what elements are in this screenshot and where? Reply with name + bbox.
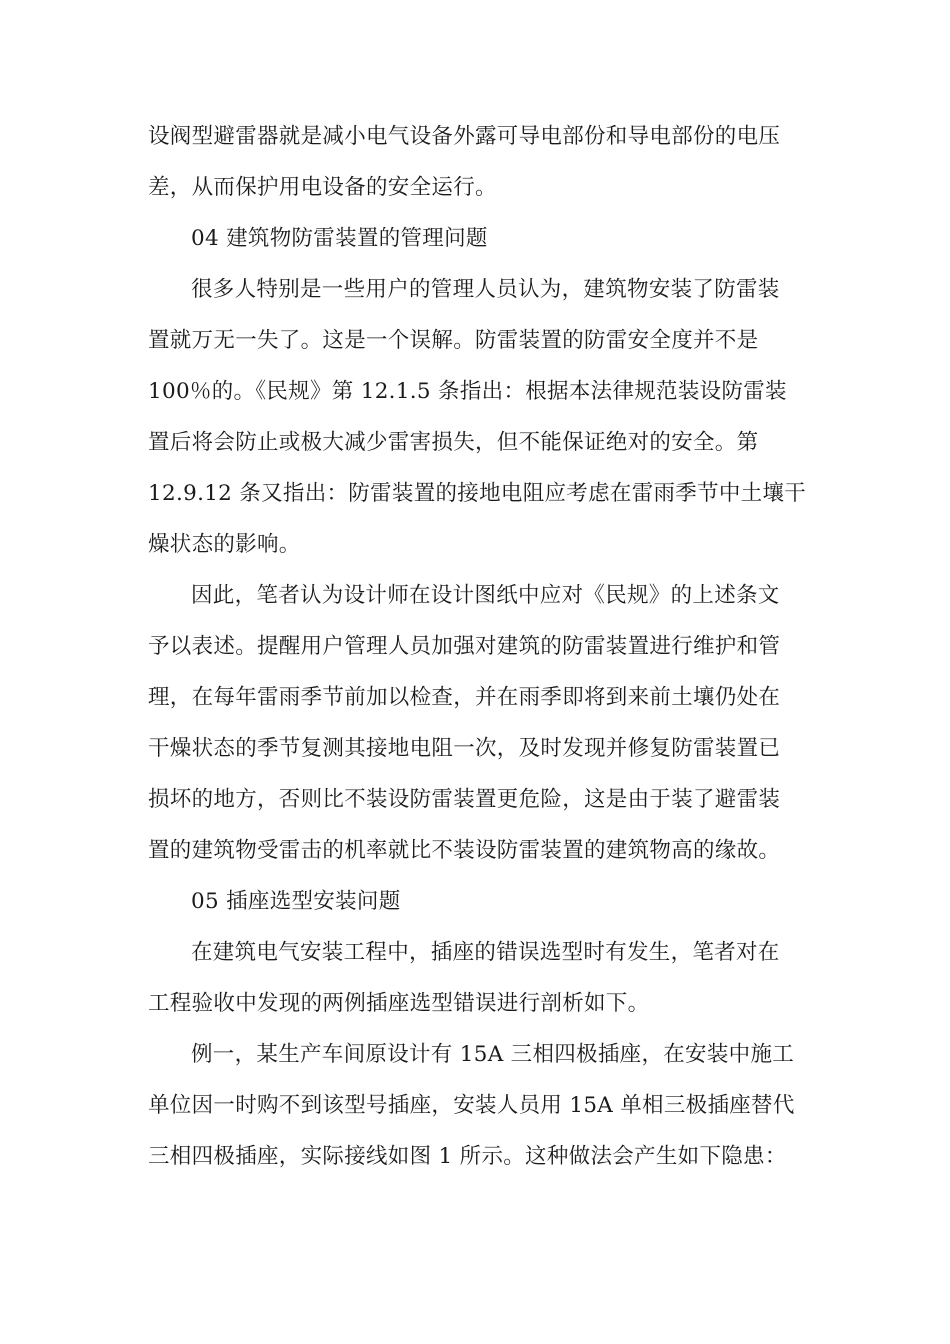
text-line: 在建筑电气安装工程中，插座的错误选型时有发生，笔者对在: [191, 940, 780, 965]
text-line: 置就万无一失了。这是一个误解。防雷装置的防雷安全度并不是: [148, 328, 759, 353]
text-line: 置的建筑物受雷击的机率就比不装设防雷装置的建筑物高的缘故。: [148, 838, 781, 863]
text-line: 损坏的地方，否则比不装设防雷装置更危险，这是由于装了避雷装: [148, 787, 781, 812]
text-line: 干燥状态的季节复测其接地电阻一次，及时发现并修复防雷装置已: [148, 736, 781, 761]
text-line: 例一，某生产车间原设计有 15A 三相四极插座，在安装中施工: [191, 1042, 795, 1067]
text-line: 燥状态的影响。: [148, 532, 301, 557]
text-line: 差，从而保护用电设备的安全运行。: [148, 175, 497, 200]
text-line: 予以表述。提醒用户管理人员加强对建筑的防雷装置进行维护和管: [148, 634, 781, 659]
section-heading-04: 04 建筑物防雷装置的管理问题: [191, 226, 488, 251]
text-line: 单位因一时购不到该型号插座，安装人员用 15A 单相三极插座替代: [148, 1093, 795, 1118]
body-text: [148, 111, 808, 1182]
text-line: 设阀型避雷器就是减小电气设备外露可导电部份和导电部份的电压: [148, 124, 781, 149]
text-line: 因此，笔者认为设计师在设计图纸中应对《民规》的上述条文: [191, 583, 780, 608]
text-line: 三相四极插座，实际接线如图 1 所示。这种做法会产生如下隐患：: [148, 1144, 787, 1169]
text-line: 工程验收中发现的两例插座选型错误进行剖析如下。: [148, 991, 650, 1016]
text-line: 12.9.12 条又指出：防雷装置的接地电阻应考虑在雷雨季节中土壤干: [148, 481, 807, 506]
text-line: 很多人特别是一些用户的管理人员认为，建筑物安装了防雷装: [191, 277, 780, 302]
section-heading-05: 05 插座选型安装问题: [191, 889, 401, 914]
text-line: 置后将会防止或极大减少雷害损失，但不能保证绝对的安全。第: [148, 430, 759, 455]
text-line: 理，在每年雷雨季节前加以检查，并在雨季即将到来前土壤仍处在: [148, 685, 781, 710]
text-line: 100％的。《民规》第 12.1.5 条指出：根据本法律规范装设防雷装: [148, 379, 787, 404]
